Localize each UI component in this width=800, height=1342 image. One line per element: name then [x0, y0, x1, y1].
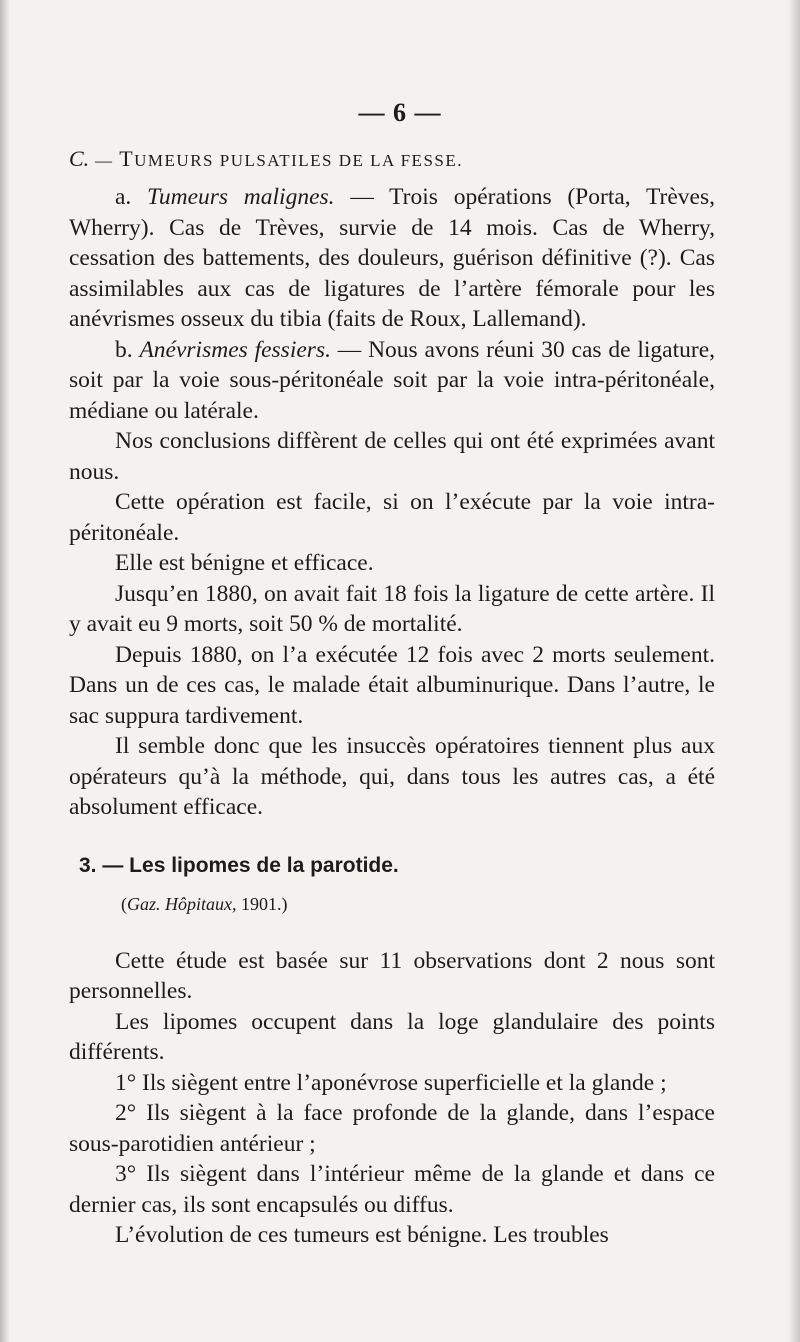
section-c-end: . [457, 151, 463, 170]
paragraph-item-3: 3° Ils siègent dans l’intérieur même de la glande et dans ce dernier cas, ils sont encapsulés ou diffus. [69, 1161, 715, 1218]
paragraph-jusqu: Jusqu’en 1880, on avait fait 18 fois la ligature de cette artère. Il y avait eu 9 morts, soit 50 % de mortalité. [69, 580, 715, 637]
section-3-heading: 3. — Les lipomes de la parotide. [79, 853, 399, 877]
section-c-heading [69, 142, 715, 178]
section-c-title: UMEURS PULSATILES DE LA FESSE [134, 151, 458, 170]
section-c-initial: T [119, 146, 135, 171]
paragraph-b [69, 335, 715, 427]
paragraph-item-1: 1° Ils siègent entre l’aponévrose superficielle et la glande ; [115, 1069, 667, 1096]
citation [69, 889, 715, 920]
citation-open: ( [121, 894, 127, 914]
paragraph-b-text: — Nous avons réuni 30 cas de ligature, soit par la voie sous-péritonéale soit par la voie intra-péritonéale, médiane ou latérale. [69, 336, 716, 424]
paragraph-item-2: 2° Ils siègent à la face profonde de la glande, dans l’espace sous-parotidien antérieur ; [69, 1100, 715, 1157]
paragraph-facile: Cette opération est facile, si on l’exécute par la voie intra-péritonéale. [69, 489, 715, 546]
section-c-dash: — [89, 151, 120, 170]
page-number: — 6 — [358, 98, 442, 127]
paragraph-conclusions: Nos conclusions diffèrent de celles qui ont été exprimées avant nous. [69, 428, 715, 485]
paragraph-b-label: b. [115, 336, 140, 363]
paragraph-b-title: Anévrismes fessiers. [139, 336, 331, 363]
citation-year: 1901.) [236, 894, 288, 914]
paragraph-evolution: L’évolution de ces tumeurs est bénigne. Les troubles [115, 1222, 609, 1248]
paragraph-a-text: — Trois opérations (Porta, Trèves, Wherry). Cas de Trèves, survie de 14 mois. Cas de Wherry, cessation des battements, des douleurs, guérison définitive (?). Cas assimilables aux cas de ligatures de l’artère fémorale pour les anévrismes osseux du tibia (faits de Roux, Lallemand). [69, 184, 715, 332]
paragraph-semble: Il semble donc que les insuccès opératoires tiennent plus aux opérateurs qu’à la méthode, qui, dans tous les autres cas, a été absolument efficace. [69, 733, 715, 820]
paragraph-depuis: Depuis 1880, on l’a exécutée 12 fois avec 2 morts seulement. Dans un de ces cas, le malade était albuminurique. Dans l’autre, le sac suppura tardivement. [69, 641, 715, 729]
paragraph-benigne: Elle est bénigne et efficace. [115, 550, 374, 576]
paragraph-occupent: Les lipomes occupent dans la loge glandulaire des points différents. [69, 1008, 715, 1065]
section-c-letter: C. [69, 146, 90, 171]
paragraph-etude: Cette étude est basée sur 11 observations dont 2 nous sont personnelles. [69, 947, 715, 1004]
paragraph-a [69, 182, 715, 335]
paragraph-a-title: Tumeurs malignes. [147, 184, 335, 210]
page-body [69, 142, 715, 1251]
citation-journal: Gaz. Hôpitaux, [127, 894, 237, 914]
paragraph-a-label: a. [115, 184, 148, 210]
